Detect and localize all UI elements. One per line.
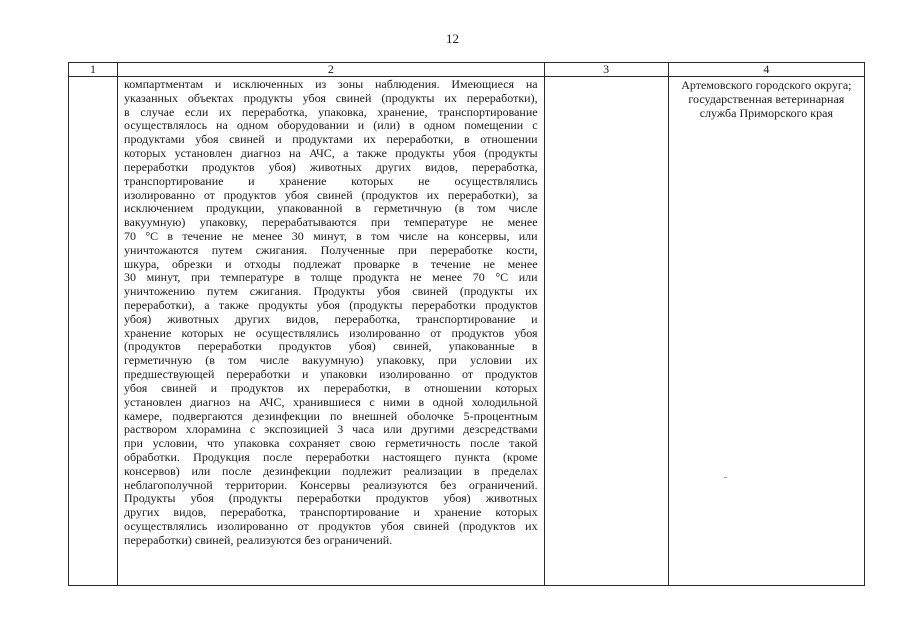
page-number: 12 <box>446 31 459 46</box>
text-line: при условии, что упаковка сохраняет свою герметичность после такой <box>124 437 538 451</box>
text-line: которых установлен диагноз на АЧС, а также продукты убоя (продукты <box>124 147 538 161</box>
column-header-2: 2 <box>118 63 545 77</box>
authority-line: служба Приморского края <box>699 106 833 121</box>
text-line: указанных объектах продукты убоя свиней (продукты их переработки), <box>124 91 538 105</box>
text-line: уничтожаются путем сжигания. Полученные при переработке кости, <box>124 243 538 257</box>
column-header-3: 3 <box>544 63 668 77</box>
text-line: изолированно от продуктов убоя свиней (продуктов их переработки), за <box>124 188 538 202</box>
text-line: осуществлялось на одном оборудовании и (или) в одном помещении с <box>124 119 538 133</box>
text-line: в случае если их переработка, упаковка, хранение, транспортирование <box>124 105 538 119</box>
cell-col3 <box>544 77 668 586</box>
text-line: хранение которых не осуществлялись изолированно от продуктов убоя <box>124 326 538 340</box>
text-line: осуществлялись изолированно от продуктов убоя свиней (продуктов их <box>124 520 538 533</box>
text-line: герметичную (в том числе вакуумную) упаковку, при условии их <box>124 354 538 368</box>
text-line: Продукты убоя (продукты переработки продуктов убоя) животных <box>124 492 538 506</box>
measure-description <box>118 77 544 548</box>
text-line: вакуумную) упаковку, перерабатываются при температуре не менее <box>124 216 538 230</box>
cell-col1 <box>69 77 118 586</box>
text-line: компартментам и исключенных из зоны наблюдения. Имеющиеся на <box>124 78 538 91</box>
text-line: переработки) свиней, реализуются без ограничений. <box>124 533 393 547</box>
document-table <box>68 62 865 586</box>
cell-col2 <box>118 77 545 586</box>
text-line: неблагополучной территории. Консервы реализуются без ограничений. <box>124 478 538 492</box>
authority-line: Артемовского городского округа; <box>681 78 852 92</box>
text-line: установлен диагноз на АЧС, хранившиеся с ними в одной холодильной <box>124 395 538 409</box>
text-line: транспортирование и хранение которых не осуществлялись <box>124 174 538 188</box>
text-line: убоя свиней и продуктов их переработки, в отношении которых <box>124 381 538 395</box>
text-line: переработки продуктов убоя) животных других видов, переработка, <box>124 160 538 174</box>
scan-artifact <box>724 477 727 478</box>
table-header-row <box>69 63 865 77</box>
table-row <box>69 77 865 586</box>
text-line: шкура, обрезки и отходы подлежат проварке в течение не менее <box>124 257 538 271</box>
text-line: консервов) или после дезинфекции подлежит реализации в пределах <box>124 464 538 478</box>
text-line: переработки), а также продукты убоя (продукты переработки продуктов <box>124 299 538 312</box>
column-header-4: 4 <box>668 63 864 77</box>
text-line: обработки. Продукция после переработки настоящего пункта (кроме <box>124 450 538 464</box>
text-line: других видов, переработка, транспортирование и хранение которых <box>124 506 538 520</box>
text-line: камере, подвергаются дезинфекции по внешней оболочке 5-процентным <box>124 409 538 423</box>
text-line: 30 минут, при температуре в толще продукта не менее 70 °С или <box>124 271 538 285</box>
text-line: раствором хлорамина с экспозицией 3 часа или другими дезсредствами <box>124 423 538 437</box>
text-line: продуктами убоя свиней и продуктами их переработки, в отношении <box>124 133 538 147</box>
text-line: убоя) животных других видов, переработка, транспортирование и <box>124 312 538 326</box>
text-line: уничтожению путем сжигания. Продукты убоя свиней (продукты их <box>124 285 538 299</box>
text-line: исключением продукции, упакованной в герметичную (в том числе <box>124 202 538 216</box>
cell-col4 <box>668 77 864 586</box>
column-header-1: 1 <box>69 63 118 77</box>
text-line: предшествующей переработки и упаковки изолированно от продуктов <box>124 368 538 382</box>
text-line: (продуктов переработки продуктов убоя) свиней, упакованные в <box>124 340 538 354</box>
authority-line: государственная ветеринарная <box>688 92 845 107</box>
responsible-authority <box>669 77 864 121</box>
text-line: 70 °С в течение не менее 30 минут, в том числе на консервы, или <box>124 229 538 243</box>
